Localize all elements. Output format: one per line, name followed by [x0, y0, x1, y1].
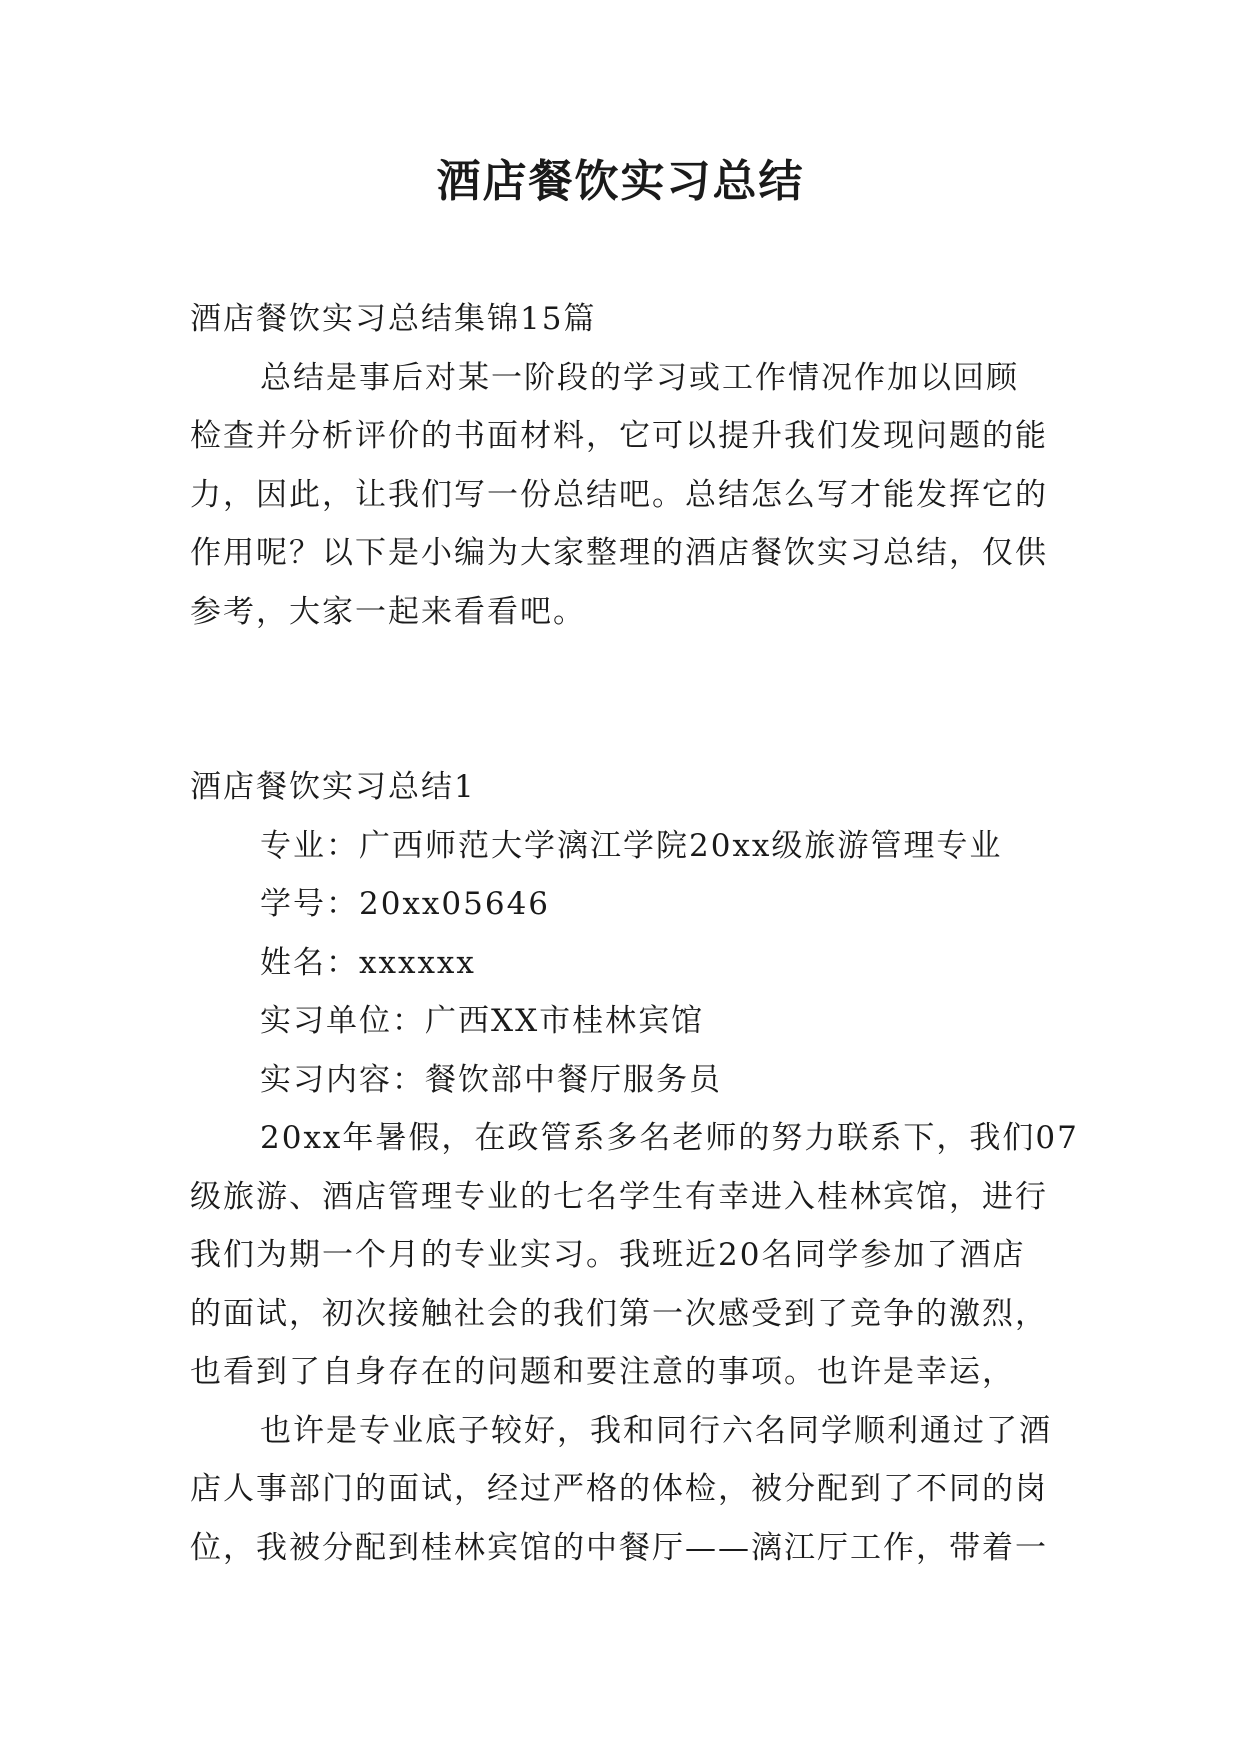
para2-line: 店人事部门的面试，经过严格的体检，被分配到了不同的岗	[190, 1471, 1048, 1507]
paragraph-2	[190, 1402, 1060, 1578]
info-block	[190, 817, 1060, 1110]
info-name: 姓名：xxxxxx	[260, 944, 476, 981]
info-unit: 实习单位：广西XX市桂林宾馆	[260, 1003, 705, 1039]
intro-line: 检查并分析评价的书面材料，它可以提升我们发现问题的能	[190, 418, 1048, 454]
para1-line: 20xx年暑假，在政管系多名老师的努力联系下，我们07	[260, 1120, 1079, 1156]
paragraph-1	[190, 1109, 1079, 1402]
document-title: 酒店餐饮实习总结	[436, 156, 805, 207]
info-content: 实习内容：餐饮部中餐厅服务员	[260, 1061, 722, 1098]
intro-paragraph	[190, 349, 1060, 642]
para1-line: 我们为期一个月的专业实习。我班近20名同学参加了酒店	[190, 1237, 1026, 1273]
intro-line: 力，因此，让我们写一份总结吧。总结怎么写才能发挥它的	[190, 476, 1048, 513]
intro-line: 作用呢？以下是小编为大家整理的酒店餐饮实习总结，仅供	[190, 535, 1048, 571]
para1-line: 也看到了自身存在的问题和要注意的事项。也许是幸运，	[190, 1354, 1015, 1390]
intro-line: 总结是事后对某一阶段的学习或工作情况作加以回顾	[260, 359, 1019, 396]
info-major: 专业：广西师范大学漓江学院20xx级旅游管理专业	[260, 827, 1003, 864]
section-gap	[190, 641, 1060, 758]
para2-line: 也许是专业底子较好，我和同行六名同学顺利通过了酒	[260, 1412, 1052, 1449]
para1-line: 的面试，初次接触社会的我们第一次感受到了竞争的激烈，	[190, 1295, 1048, 1332]
para2-line: 位，我被分配到桂林宾馆的中餐厅——漓江厅工作，带着一	[190, 1529, 1048, 1566]
subtitle: 酒店餐饮实习总结集锦15篇	[190, 301, 597, 337]
intro-line: 参考，大家一起来看看吧。	[190, 593, 586, 630]
section-heading: 酒店餐饮实习总结1	[190, 769, 476, 805]
info-student-id: 学号：20xx05646	[260, 886, 551, 922]
document-body	[190, 290, 1079, 1577]
para1-line: 级旅游、酒店管理专业的七名学生有幸进入桂林宾馆，进行	[190, 1178, 1048, 1215]
